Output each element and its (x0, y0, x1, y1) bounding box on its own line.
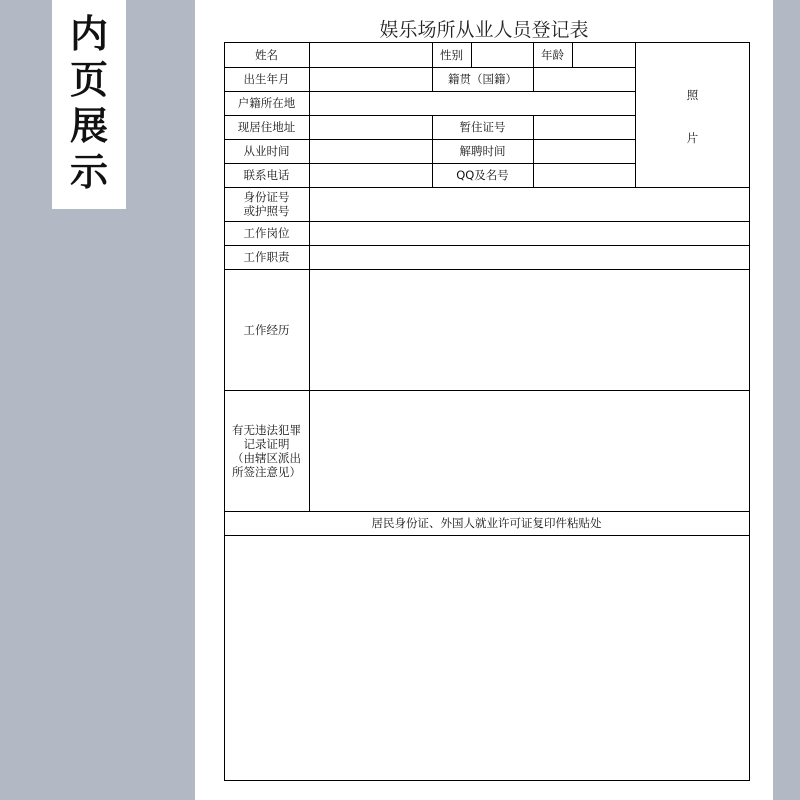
criminal-record-field[interactable] (310, 391, 749, 511)
employment-date-label: 从业时间 (243, 144, 290, 158)
household-registration-label: 户籍所在地 (237, 96, 296, 110)
dismissal-date-field[interactable] (534, 140, 635, 163)
birth-date-field[interactable] (310, 68, 432, 91)
criminal-record-label-line3: （由辖区派出 (232, 450, 301, 465)
criminal-record-label (224, 390, 309, 511)
birth-date-label: 出生年月 (243, 72, 290, 86)
id-number-label (224, 187, 309, 221)
copy-area-header: 居民身份证、外国人就业许可证复印件粘贴处 (371, 516, 602, 530)
photo-label-char-2: 片 (686, 131, 699, 145)
phone-label: 联系电话 (243, 168, 290, 182)
work-experience-field[interactable] (310, 270, 749, 390)
id-number-field[interactable] (310, 188, 749, 221)
current-address-label: 现居住地址 (237, 120, 296, 134)
badge-char-3: 展 (69, 103, 108, 148)
badge-char-1: 内 (69, 11, 108, 56)
form-title: 娱乐场所从业人员登记表 (379, 19, 589, 41)
grid-line (749, 42, 750, 781)
temp-residence-permit-field[interactable] (534, 116, 635, 139)
dismissal-date-label: 解聘时间 (459, 144, 506, 158)
age-field[interactable] (573, 43, 635, 67)
grid-line (224, 780, 749, 781)
work-experience-label: 工作经历 (243, 322, 290, 337)
temp-residence-permit-label: 暂住证号 (459, 120, 506, 134)
photo-label-char-1: 照 (686, 88, 699, 102)
criminal-record-label-line1: 有无违法犯罪 (232, 422, 301, 437)
phone-field[interactable] (310, 164, 432, 187)
inner-page-preview-badge (52, 0, 126, 209)
job-duties-field[interactable] (310, 246, 749, 269)
badge-char-4: 示 (69, 149, 108, 194)
native-place-label: 籍贯（国籍） (448, 72, 517, 86)
criminal-record-label-line4: 所签注意见） (232, 464, 301, 479)
job-duties-label: 工作职责 (243, 250, 290, 264)
photo-box[interactable] (636, 43, 749, 187)
qq-name-label: QQ及名号 (456, 168, 509, 182)
employment-date-field[interactable] (310, 140, 432, 163)
household-registration-field[interactable] (310, 92, 635, 115)
name-field[interactable] (310, 43, 432, 67)
gender-label: 性别 (440, 47, 463, 62)
id-number-label-line2: 或护照号 (243, 204, 290, 218)
form-page (195, 0, 773, 800)
name-label: 姓名 (255, 47, 278, 62)
id-number-label-line1: 身份证号 (243, 190, 290, 204)
job-position-label: 工作岗位 (243, 226, 290, 240)
native-place-field[interactable] (534, 68, 635, 91)
gender-field[interactable] (472, 43, 533, 67)
copy-paste-area[interactable] (225, 536, 749, 780)
job-position-field[interactable] (310, 222, 749, 245)
criminal-record-label-line2: 记录证明 (243, 436, 290, 451)
badge-char-2: 页 (69, 57, 108, 102)
current-address-field[interactable] (310, 116, 432, 139)
age-label: 年龄 (541, 47, 564, 62)
qq-name-field[interactable] (534, 164, 635, 187)
